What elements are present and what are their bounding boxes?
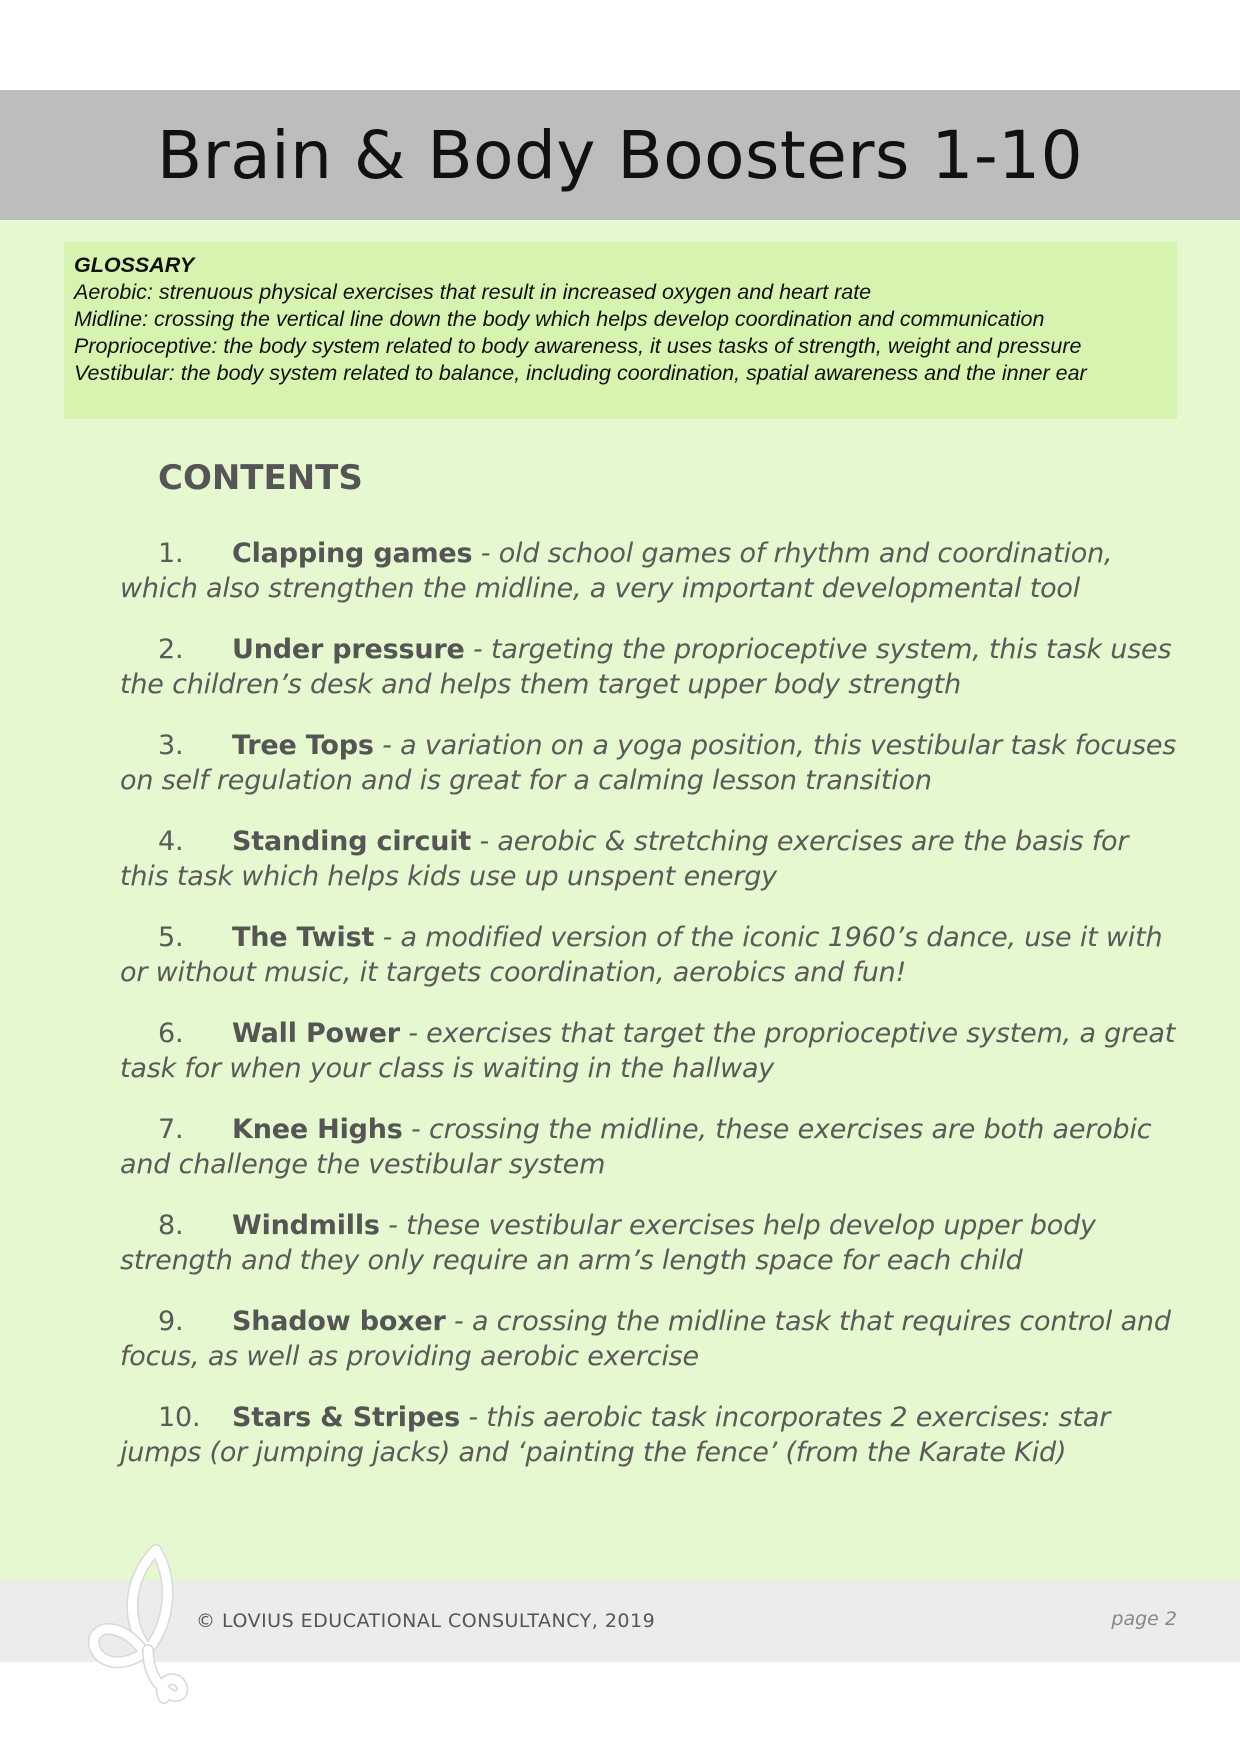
item-description: - crossing the midline, these exercises are both aerobic and challenge the vestibular system bbox=[120, 1114, 1152, 1180]
title-bar bbox=[0, 90, 1240, 220]
item-number: 6. bbox=[158, 1018, 184, 1049]
item-description: - this aerobic task incorporates 2 exercises: star jumps (or jumping jacks) and ‘painting the fence’ (from the Karate Kid) bbox=[120, 1402, 1111, 1468]
item-name: Knee Highs bbox=[232, 1114, 403, 1145]
glossary-entry: Midline: crossing the vertical line down the body which helps develop coordination and communication bbox=[74, 307, 1045, 331]
contents-item bbox=[120, 728, 1180, 798]
item-name: Stars & Stripes bbox=[232, 1402, 460, 1433]
item-name: Tree Tops bbox=[232, 730, 374, 761]
item-description: - a variation on a yoga position, this vestibular task focuses on self regulation and is great for a calming lesson transition bbox=[120, 730, 1177, 796]
item-description: - old school games of rhythm and coordination, which also strengthen the midline, a very important developmental tool bbox=[120, 538, 1113, 604]
item-number: 8. bbox=[158, 1210, 184, 1241]
contents-item bbox=[120, 1016, 1180, 1086]
item-number: 7. bbox=[158, 1114, 184, 1145]
lovius-leaf-logo-icon bbox=[86, 1540, 206, 1705]
item-number: 10. bbox=[158, 1402, 201, 1433]
contents-item bbox=[120, 632, 1180, 702]
item-description: - aerobic & stretching exercises are the basis for this task which helps kids use up unspent energy bbox=[120, 826, 1129, 892]
item-name: The Twist bbox=[232, 922, 375, 953]
item-name: Wall Power bbox=[232, 1018, 400, 1049]
page-title: Brain & Body Boosters 1-10 bbox=[156, 116, 1084, 194]
contents-item bbox=[120, 1208, 1180, 1278]
copyright-text: © LOVIUS EDUCATIONAL CONSULTANCY, 2019 bbox=[196, 1610, 656, 1632]
item-name: Shadow boxer bbox=[232, 1306, 446, 1337]
item-description: - a crossing the midline task that requires control and focus, as well as providing aerobic exercise bbox=[120, 1306, 1171, 1372]
item-number: 9. bbox=[158, 1306, 184, 1337]
item-number: 2. bbox=[158, 634, 184, 665]
item-number: 3. bbox=[158, 730, 184, 761]
item-name: Windmills bbox=[232, 1210, 380, 1241]
item-description: - targeting the proprioceptive system, this task uses the children’s desk and helps them target upper body strength bbox=[120, 634, 1172, 700]
contents-item bbox=[120, 1112, 1180, 1182]
item-description: - exercises that target the proprioceptive system, a great task for when your class is waiting in the hallway bbox=[120, 1018, 1176, 1084]
item-number: 4. bbox=[158, 826, 184, 857]
contents-item bbox=[120, 920, 1180, 990]
item-name: Standing circuit bbox=[232, 826, 472, 857]
contents-item bbox=[120, 1304, 1180, 1374]
contents-list bbox=[120, 536, 1180, 1496]
page-number: page 2 bbox=[1111, 1608, 1177, 1630]
glossary-entry: Proprioceptive: the body system related to body awareness, it uses tasks of strength, weight and pressure bbox=[74, 334, 1082, 358]
item-description: - these vestibular exercises help develop upper body strength and they only require an arm’s length space for each child bbox=[120, 1210, 1096, 1276]
glossary-heading: GLOSSARY bbox=[74, 253, 195, 277]
contents-item bbox=[120, 536, 1180, 606]
glossary-entry: Aerobic: strenuous physical exercises that result in increased oxygen and heart rate bbox=[74, 280, 872, 304]
item-name: Under pressure bbox=[232, 634, 465, 665]
item-number: 5. bbox=[158, 922, 184, 953]
contents-item bbox=[120, 824, 1180, 894]
item-name: Clapping games bbox=[232, 538, 473, 569]
contents-item bbox=[120, 1400, 1180, 1470]
item-number: 1. bbox=[158, 538, 184, 569]
contents-heading: CONTENTS bbox=[158, 458, 363, 498]
glossary-box bbox=[64, 242, 1177, 419]
item-description: - a modified version of the iconic 1960’s dance, use it with or without music, it targets coordination, aerobics and fun! bbox=[120, 922, 1163, 988]
glossary-entry: Vestibular: the body system related to balance, including coordination, spatial awareness and the inner ear bbox=[74, 361, 1087, 385]
